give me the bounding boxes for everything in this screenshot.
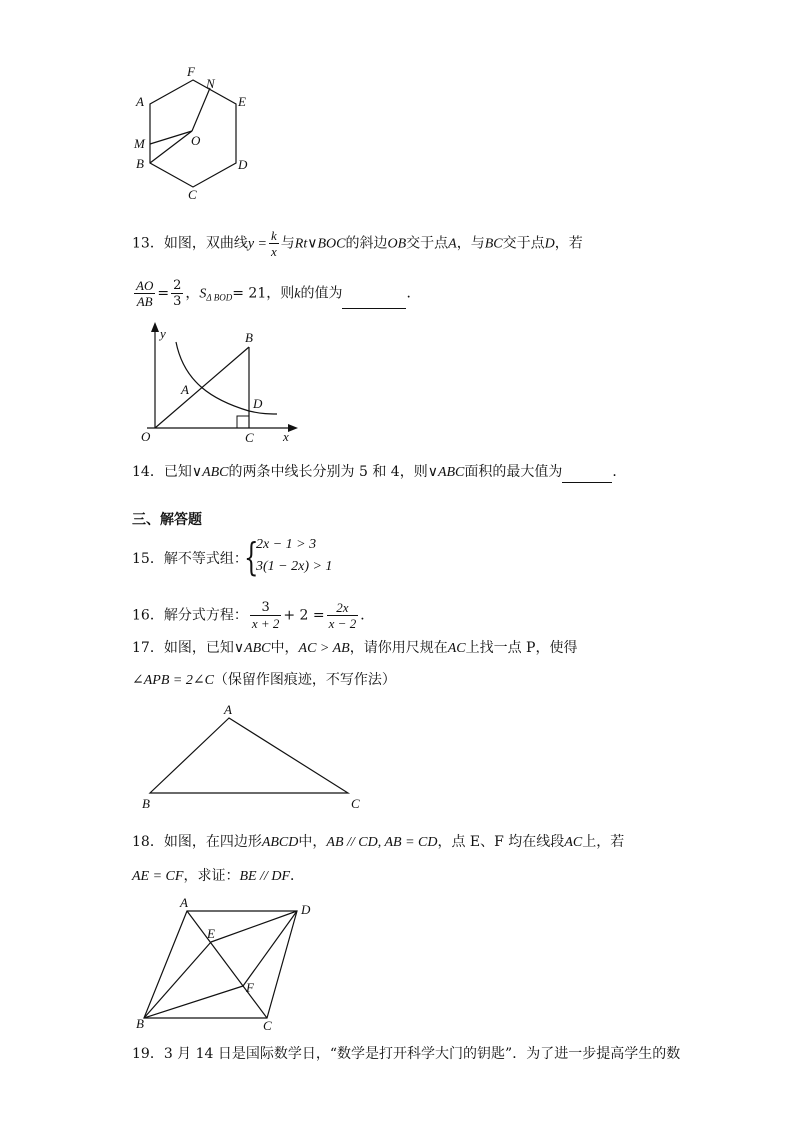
hexagon-figure <box>130 62 260 202</box>
label-c: C <box>245 430 254 445</box>
quadrilateral-abcd <box>144 911 297 1018</box>
question-15-label: 15．解不等式组： <box>132 551 248 567</box>
diagonal-ac <box>187 911 267 1018</box>
fraction-2-3: $\frac{2}{3}$ <box>173 278 182 309</box>
label-f: F <box>187 64 195 79</box>
triangle-abc <box>150 718 348 793</box>
label-c: C <box>351 796 360 811</box>
inequality-system <box>256 534 332 578</box>
inequality-2: 3(1 − 2x) > 1 <box>256 559 333 574</box>
question-16: 16．解分式方程： $\frac{3}{x + 2}$ + 2 = $\frac{2x}{x - 2}$ ． <box>132 600 375 631</box>
fraction-ao-ab: $\frac{AO}{AB}$ <box>136 278 154 309</box>
question-13-line2: $\frac{AO}{AB}$ = $\frac{2}{3}$ ，$S_{\Delta BOD}= 21$，则k的值为 ． <box>136 278 421 309</box>
fraction-2x-over-x-minus-2: $\frac{2x}{x - 2}$ <box>328 600 357 631</box>
segment-bo <box>150 131 192 163</box>
question-17-line1: 17．如图，已知∨ABC中，AC > AB，请你用尺规在AC上找一点 P，使得 <box>132 640 578 656</box>
label-d: D <box>301 902 311 917</box>
segment-no <box>192 88 210 131</box>
question-14: 14．已知∨ABC的两条中线长分别为 5 和 4，则∨ABC面积的最大值为 ． <box>132 462 626 483</box>
answer-blank-13[interactable] <box>342 294 406 309</box>
label-d: D <box>238 157 248 172</box>
quadrilateral-figure <box>132 893 332 1033</box>
label-x: x <box>283 429 289 444</box>
label-e: E <box>207 926 215 941</box>
label-a: A <box>224 702 232 717</box>
label-o: O <box>141 429 151 444</box>
question-17-line2: ∠APB = 2∠C（保留作图痕迹，不写作法） <box>132 672 396 688</box>
label-b: B <box>136 1016 144 1031</box>
label-y: y <box>160 326 166 341</box>
hyperbola-figure <box>132 320 302 448</box>
label-a: A <box>181 382 189 397</box>
x-axis-arrow <box>288 424 298 432</box>
label-e: E <box>238 94 246 109</box>
question-18-line1: 18．如图，在四边形ABCD中，AB // CD, AB = CD，点 E、F 均在线段AC上，若 <box>132 834 625 850</box>
answer-blank-14[interactable] <box>562 468 612 483</box>
label-o: O <box>191 133 201 148</box>
section-heading: 三、解答题 <box>132 512 202 528</box>
fraction-k-over-x: $\frac{k}{x}$ <box>271 228 277 259</box>
label-b: B <box>136 156 144 171</box>
label-b: B <box>142 796 150 811</box>
fraction-3-over-x-plus-2: $\frac{3}{x + 2}$ <box>251 600 280 631</box>
label-f: F <box>246 980 254 995</box>
label-d: D <box>253 396 263 411</box>
label-a: A <box>180 895 188 910</box>
question-13-line1: 13．如图，双曲线y = $\frac{k}{x}$ 与Rt∨BOC的斜边OB交于点A，与BC交于点D，若 <box>132 228 583 259</box>
label-b: B <box>245 330 253 345</box>
label-c: C <box>263 1018 272 1033</box>
segment-fd <box>243 911 297 986</box>
segment-mo <box>150 131 192 144</box>
label-c: C <box>188 187 197 202</box>
inequality-1: 2x − 1 > 3 <box>256 537 317 552</box>
label-n: N <box>206 76 215 91</box>
triangle-figure <box>138 700 368 812</box>
segment-ed <box>211 911 297 942</box>
system-brace: { <box>244 535 259 579</box>
question-18-line2: AE = CF，求证：BE // DF． <box>132 868 304 884</box>
label-a: A <box>136 94 144 109</box>
label-m: M <box>134 136 145 151</box>
question-19: 19．3 月 14 日是国际数学日，“数学是打开科学大门的钥匙”．为了进一步提高学生的数 <box>132 1046 681 1062</box>
y-axis-arrow <box>151 322 159 332</box>
right-angle-mark <box>237 416 249 428</box>
